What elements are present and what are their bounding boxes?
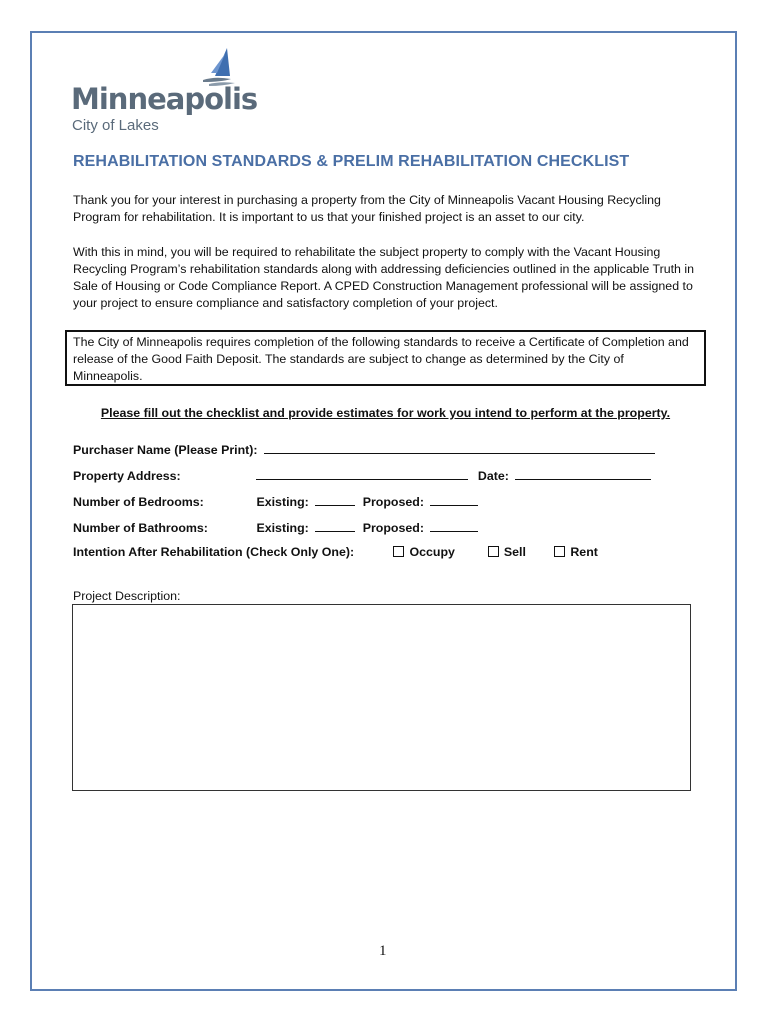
logo-tagline: City of Lakes	[72, 117, 159, 134]
bedrooms-row	[73, 493, 478, 509]
bathrooms-existing-field[interactable]	[315, 519, 355, 532]
sell-label: Sell	[503, 545, 526, 559]
occupy-label: Occupy	[409, 545, 455, 559]
bathrooms-label: Number of Bathrooms:	[73, 521, 208, 535]
purchaser-label: Purchaser Name (Please Print):	[73, 443, 258, 457]
bedrooms-existing-field[interactable]	[315, 493, 355, 506]
project-description-field[interactable]	[72, 604, 691, 791]
address-row	[73, 467, 651, 483]
address-label: Property Address:	[73, 469, 181, 483]
notice-text: The City of Minneapolis requires completion of the following standards to receive a Certificate of Completion and release of the Good Faith Deposit. The standards are subject to change as determined by the City of Minneapolis.	[73, 335, 689, 383]
bathrooms-existing-label: Existing:	[256, 521, 309, 535]
occupy-checkbox[interactable]	[393, 546, 404, 557]
purchaser-row	[73, 441, 655, 457]
project-description-label: Project Description:	[73, 589, 181, 603]
intro-paragraph-2: With this in mind, you will be required to rehabilitate the subject property to comply with the Vacant Housing Recycling Program’s rehabilitation standards along with addressing deficiencies outlined in the applicable Truth in Sale of Housing or Code Compliance Report. A CPED Construction Management professional will be assigned to your project to ensure compliance and satisfactory completion of your project.	[73, 245, 695, 310]
date-label: Date:	[477, 469, 509, 483]
property-address-field[interactable]	[256, 467, 468, 480]
intro-paragraph-1: Thank you for your interest in purchasing a property from the City of Minneapolis Vacant Housing Recycling Program for rehabilitation. It is important to us that your finished project is an asset to our city.	[73, 193, 661, 224]
option-sell[interactable]	[488, 545, 551, 559]
bathrooms-proposed-field[interactable]	[430, 519, 478, 532]
bedrooms-proposed-label: Proposed:	[362, 495, 424, 509]
rent-checkbox[interactable]	[554, 546, 565, 557]
date-field[interactable]	[515, 467, 651, 480]
option-rent[interactable]	[554, 545, 598, 559]
logo-wordmark: Minneapolis	[71, 82, 258, 116]
bedrooms-existing-label: Existing:	[256, 495, 309, 509]
rent-label: Rent	[570, 545, 598, 559]
bedrooms-label: Number of Bedrooms:	[73, 495, 204, 509]
bathrooms-row	[73, 519, 478, 535]
purchaser-name-field[interactable]	[264, 441, 655, 454]
option-occupy[interactable]	[393, 545, 484, 559]
notice-box	[65, 330, 706, 386]
bathrooms-proposed-label: Proposed:	[362, 521, 424, 535]
instruction-text: Please fill out the checklist and provide estimates for work you intend to perform at the property.	[100, 406, 671, 420]
bedrooms-proposed-field[interactable]	[430, 493, 478, 506]
document-title: REHABILITATION STANDARDS & PRELIM REHABILITATION CHECKLIST	[73, 153, 630, 170]
intention-label: Intention After Rehabilitation (Check Only One):	[73, 545, 355, 559]
sell-checkbox[interactable]	[488, 546, 499, 557]
intention-row	[73, 545, 598, 559]
minneapolis-logo	[71, 46, 258, 136]
page-number: 1	[379, 943, 387, 959]
page-frame	[30, 31, 737, 991]
